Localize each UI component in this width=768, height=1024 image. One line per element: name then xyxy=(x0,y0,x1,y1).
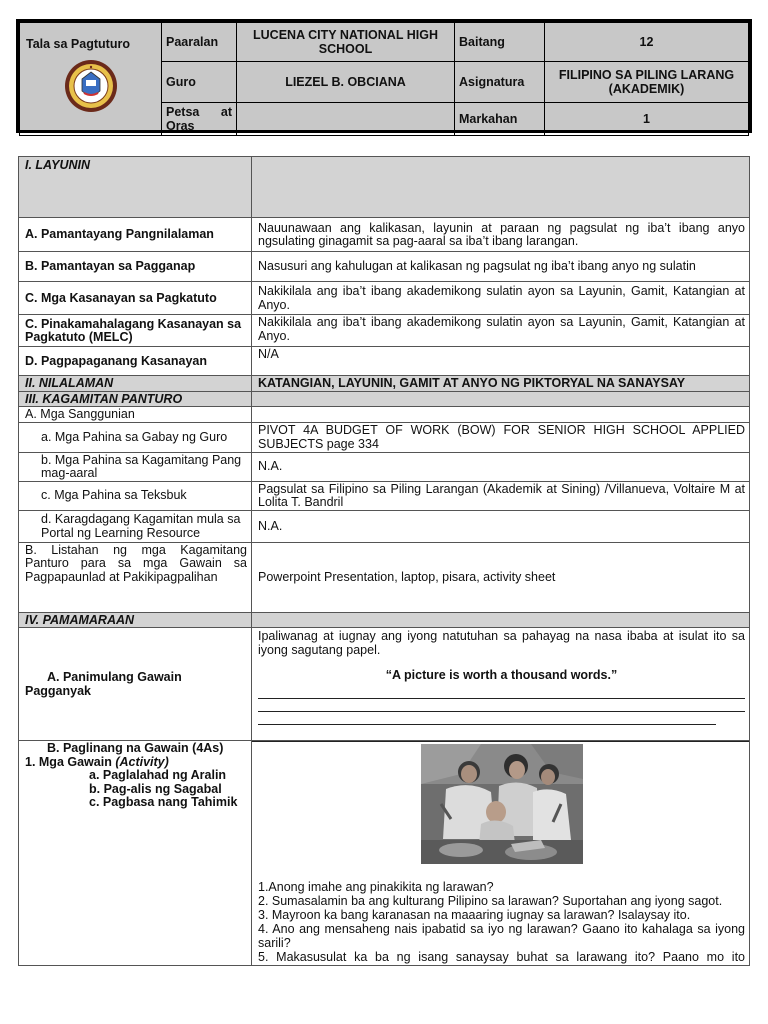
lesson-header xyxy=(16,19,752,133)
gawain-item: c. Pagbasa nang Tahimik xyxy=(89,795,238,809)
panimulang-gawain-label xyxy=(19,628,252,741)
markahan-value: 1 xyxy=(545,103,749,136)
sanggunian-item-value: N.A. xyxy=(252,510,750,542)
asignatura-value: FILIPINO SA PILING LARANG (AKADEMIK) xyxy=(545,62,749,103)
layunin-row-value: Nauunawaan ang kalikasan, layunin at paraan ng pagsulat ng iba’t ibang anyo ngsulating ginagamit sa pag-aaral sa iba’t ibang larangan. xyxy=(252,218,750,252)
answer-line xyxy=(258,700,745,712)
sanggunian-label: A. Mga Sanggunian xyxy=(19,407,252,423)
nilalaman-value: KATANGIAN, LAYUNIN, GAMIT AT ANYO NG PIKTORYAL NA SANAYSAY xyxy=(252,376,750,392)
baitang-value: 12 xyxy=(545,23,749,62)
sanggunian-item-label: c. Mga Pahina sa Teksbuk xyxy=(19,481,252,510)
petsa-label xyxy=(162,103,237,136)
listahan-row xyxy=(19,542,750,612)
question-list xyxy=(258,880,745,964)
panimulang-quote: “A picture is worth a thousand words.” xyxy=(385,668,618,682)
layunin-row xyxy=(19,252,750,282)
panimulang-title: A. Panimulang Gawain xyxy=(47,670,182,684)
asignatura-label: Asignatura xyxy=(455,62,545,103)
pagganyak-label: Pagganyak xyxy=(25,683,92,698)
markahan-label: Markahan xyxy=(455,103,545,136)
sanggunian-empty xyxy=(252,407,750,423)
mga-gawain-label xyxy=(25,756,247,770)
question-item: 1.Anong imahe ang pinakikita ng larawan? xyxy=(258,880,494,894)
layunin-row-value: N/A xyxy=(252,347,750,376)
listahan-value: Powerpoint Presentation, laptop, pisara, activity sheet xyxy=(252,542,750,612)
guro-value: LIEZEL B. OBCIANA xyxy=(237,62,455,103)
school-seal-icon xyxy=(64,59,118,113)
gawain-items xyxy=(25,769,247,810)
baitang-label: Baitang xyxy=(455,23,545,62)
layunin-header-row xyxy=(19,157,750,218)
sanggunian-item-row xyxy=(19,422,750,452)
answer-line xyxy=(258,713,716,725)
question-item: 4. Ano ang mensaheng nais ipabatid sa iyo ng larawan? Gaano ito kahalaga sa iyong sarili? xyxy=(258,922,745,950)
layunin-row-label xyxy=(19,315,252,347)
layunin-empty xyxy=(252,157,750,218)
petsa-word: Petsa xyxy=(166,105,200,119)
layunin-row-label: C. Mga Kasanayan sa Pagkatuto xyxy=(19,282,252,315)
panimulang-gawain-content xyxy=(252,628,750,741)
paglinang-label xyxy=(19,741,252,966)
paaralan-value: LUCENA CITY NATIONAL HIGH SCHOOL xyxy=(237,23,455,62)
layunin-row-value: Nasusuri ang kahulugan at kalikasan ng pagsulat ng iba’t ibang anyo ng sulatin xyxy=(252,252,750,282)
pamamaraan-title: IV. PAMAMARAAN xyxy=(19,612,252,628)
melc-label: C. Pinakamahalagang Kasanayan sa Pagkatuto (MELC) xyxy=(25,316,242,344)
layunin-row-label: B. Pamantayan sa Pagganap xyxy=(19,252,252,282)
layunin-row xyxy=(19,282,750,315)
oras-word: Oras xyxy=(166,119,195,133)
kagamitan-title: III. KAGAMITAN PANTURO xyxy=(19,391,252,407)
kagamitan-empty xyxy=(252,391,750,407)
paglinang-content xyxy=(252,741,750,966)
paaralan-label: Paaralan xyxy=(162,23,237,62)
layunin-row xyxy=(19,218,750,252)
gawain-item: a. Paglalahad ng Aralin xyxy=(89,768,227,782)
layunin-row-value: Nakikilala ang iba’t ibang akademikong sulatin ayon sa Layunin, Gamit, Katangian at Anyo. xyxy=(252,315,750,347)
sanggunian-item-value: N.A. xyxy=(252,452,750,481)
mga-gawain-text: 1. Mga Gawain xyxy=(25,754,116,769)
pamamaraan-empty xyxy=(252,612,750,628)
sanggunian-item-row xyxy=(19,452,750,481)
panimulang-gawain-row xyxy=(19,628,750,741)
layunin-row-label: A. Pamantayang Pangnilalaman xyxy=(19,218,252,252)
sanggunian-item-row xyxy=(19,510,750,542)
nilalaman-title: II. NILALAMAN xyxy=(19,376,252,392)
sanggunian-item-value: Pagsulat sa Filipino sa Piling Larangan (Akademik at Sining) /Villanueva, Voltaire M at Lolita T. Bandril xyxy=(252,481,750,510)
lesson-plan-table xyxy=(18,156,750,966)
sanggunian-item-label: d. Karagdagang Kagamitan mula sa Portal ng Learning Resource xyxy=(19,510,252,542)
nilalaman-row xyxy=(19,376,750,392)
paglinang-row xyxy=(19,741,750,966)
pamamaraan-header-row xyxy=(19,612,750,628)
family-painting-image xyxy=(421,744,583,864)
kagamitan-header-row xyxy=(19,391,750,407)
sanggunian-item-row xyxy=(19,481,750,510)
layunin-row xyxy=(19,347,750,376)
answer-line xyxy=(258,687,745,699)
layunin-row-value: Nakikilala ang iba’t ibang akademikong sulatin ayon sa Layunin, Gamit, Katangian at Anyo. xyxy=(252,282,750,315)
sanggunian-row xyxy=(19,407,750,423)
guro-label: Guro xyxy=(162,62,237,103)
question-item: 2. Sumasalamin ba ang kulturang Pilipino sa larawan? Suportahan ang iyong sagot. xyxy=(258,894,723,908)
layunin-row-label: D. Pagpapaganang Kasanayan xyxy=(19,347,252,376)
question-item: 3. Mayroon ka bang karanasan na maaaring iugnay sa larawan? Isalaysay ito. xyxy=(258,908,691,922)
panimulang-instruction: Ipaliwanag at iugnay ang iyong natutuhan sa pahayag na nasa ibaba at isulat ito sa iyong sagutang papel. xyxy=(258,629,745,657)
activity-text: (Activity) xyxy=(115,754,169,769)
question-item: 5. Makasusulat ka ba ng isang sanaysay buhat sa larawang ito? Paano mo ito xyxy=(258,950,745,964)
gawain-item: b. Pag-alis ng Sagabal xyxy=(89,781,222,796)
sanggunian-item-label: b. Mga Pahina sa Kagamitang Pang mag-aaral xyxy=(19,452,252,481)
layunin-row xyxy=(19,315,750,347)
sanggunian-item-value: PIVOT 4A BUDGET OF WORK (BOW) FOR SENIOR HIGH SCHOOL APPLIED SUBJECTS page 334 xyxy=(252,422,750,452)
paglinang-title: B. Paglinang na Gawain (4As) xyxy=(47,741,224,755)
listahan-label: B. Listahan ng mga Kagamitang Panturo para sa mga Gawain sa Pagpapaunlad at Pakikipagpalihan xyxy=(19,542,252,612)
sanggunian-item-label: a. Mga Pahina sa Gabay ng Guro xyxy=(19,422,252,452)
tala-label: Tala sa Pagtuturo xyxy=(26,37,130,51)
petsa-value xyxy=(237,103,455,136)
layunin-title: I. LAYUNIN xyxy=(19,157,252,218)
tala-cell xyxy=(20,23,162,136)
at-word: at xyxy=(220,105,232,119)
